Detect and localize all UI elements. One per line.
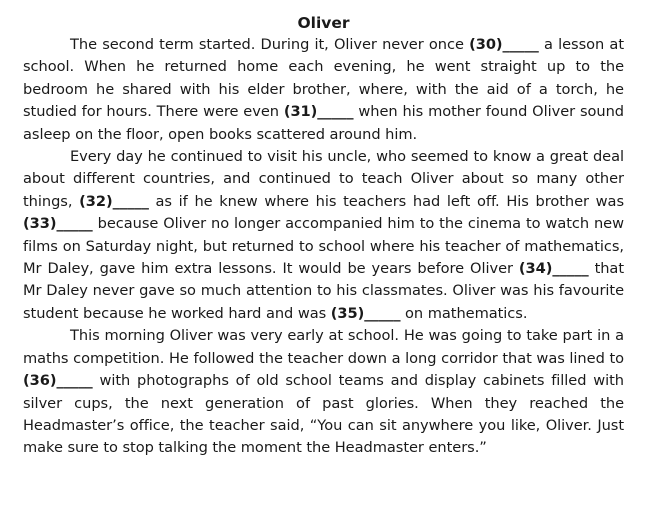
text-run: The second term started. During it, Oliver never once: [70, 36, 470, 53]
text-run: as if he knew where his teachers had left off. His brother was: [148, 192, 624, 210]
gap-marker: (34)_____: [518, 260, 589, 278]
gap-marker: (36)_____: [23, 372, 93, 390]
text-run: when his mother found Oliver sound asleep on the floor, open books scattered around him.: [23, 103, 624, 143]
paragraph: [23, 325, 624, 459]
text-run: This morning Oliver was very early at school. He was going to take part in a maths competition. He followed the teacher down a long corridor that was lined to: [23, 327, 624, 367]
text-run: Every day he continued to visit his uncle, who seemed to know a great deal about different countries, and continued to teach Oliver about so many other things,: [23, 148, 624, 210]
gap-marker: (33)_____: [23, 215, 93, 233]
paragraph: [23, 34, 624, 146]
text-run: that Mr Daley never gave so much attention to his classmates. Oliver was his favourite student because he worked hard and was: [23, 260, 625, 322]
document-body: [23, 34, 624, 460]
text-run: with photographs of old school teams and display cabinets filled with silver cups, the next generation of past glories. When they reached the Headmaster’s office, the teacher said, “You can sit anywhere you like, Oliver. Just make sure to stop talking the moment the Headmaster enters.”: [23, 372, 624, 457]
text-run: on mathematics.: [400, 304, 528, 322]
paragraph: [23, 146, 624, 325]
text-run: because Oliver no longer accompanied him to the cinema to watch new films on Saturday night, but returned to school where his teacher of mathematics, Mr Daley, gave him extra lessons. It would be years before Oliver: [23, 215, 624, 278]
text-run: a lesson at school. When he returned home each evening, he went straight up to the bedroom he shared with his elder brother, where, with the aid of a torch, he studied for hours. There were even: [23, 36, 624, 121]
gap-marker: (35)_____: [330, 304, 401, 322]
gap-marker: (30)_____: [469, 36, 539, 53]
gap-marker: (32)_____: [79, 192, 149, 210]
gap-marker: (31)_____: [283, 103, 354, 121]
document-title: Oliver: [297, 14, 350, 32]
